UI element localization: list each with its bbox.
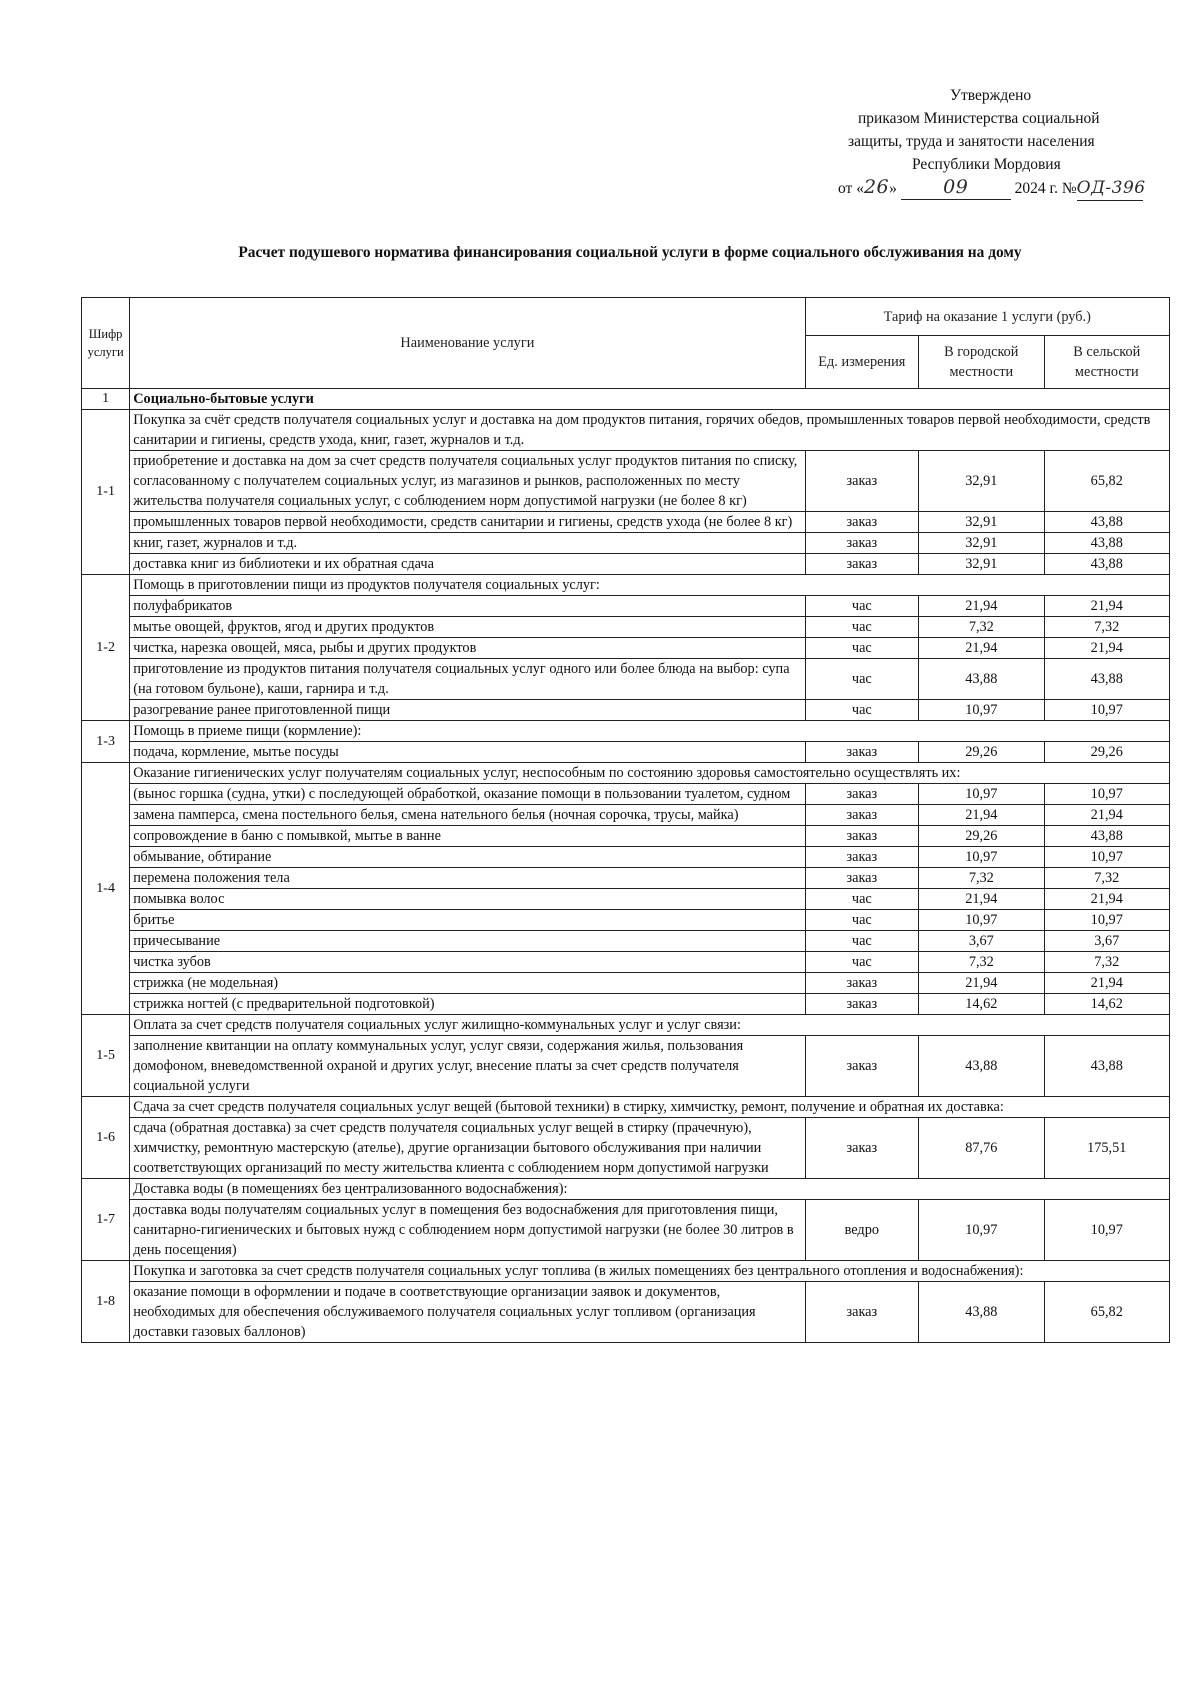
service-name-cell: разогревание ранее приготовленной пищи [130,700,805,721]
rural-tariff-cell: 21,94 [1044,596,1169,617]
rural-tariff-cell: 10,97 [1044,784,1169,805]
unit-cell: час [805,889,919,910]
urban-tariff-cell: 10,97 [919,910,1044,931]
unit-cell: заказ [805,1282,919,1343]
rural-tariff-cell: 21,94 [1044,889,1169,910]
urban-tariff-cell: 10,97 [919,784,1044,805]
rural-tariff-cell: 21,94 [1044,638,1169,659]
urban-tariff-cell: 43,88 [919,1036,1044,1097]
rural-tariff-cell: 10,97 [1044,700,1169,721]
service-name-cell: бритье [130,910,805,931]
rural-tariff-cell: 21,94 [1044,973,1169,994]
group-title: Доставка воды (в помещениях без централизованного водоснабжения): [130,1179,1170,1200]
service-name-cell: оказание помощи в оформлении и подаче в соответствующие организации заявок и документов, необходимых для обеспечения обслуживаемого получателя социальных услуг топливом (организация доставки газовых баллонов) [130,1282,805,1343]
service-name-cell: (вынос горшка (судна, утки) с последующей обработкой, оказание помощи в пользовании туалетом, судном [130,784,805,805]
service-name-cell: перемена положения тела [130,868,805,889]
table-row [82,533,1170,554]
rural-tariff-cell: 14,62 [1044,994,1169,1015]
unit-cell: заказ [805,1036,919,1097]
unit-cell: ведро [805,1200,919,1261]
group-title-row [82,721,1170,742]
urban-tariff-cell: 29,26 [919,826,1044,847]
urban-tariff-cell: 32,91 [919,533,1044,554]
table-row [82,1200,1170,1261]
urban-tariff-cell: 21,94 [919,805,1044,826]
table-row [82,659,1170,700]
service-name-cell: мытье овощей, фруктов, ягод и других продуктов [130,617,805,638]
header-code: Шифр услуги [82,298,130,389]
rural-tariff-cell: 7,32 [1044,617,1169,638]
table-row [82,973,1170,994]
urban-tariff-cell: 14,62 [919,994,1044,1015]
rural-tariff-cell: 29,26 [1044,742,1169,763]
header-row-1 [82,298,1170,336]
group-code: 1-1 [82,410,130,575]
table-row [82,638,1170,659]
unit-cell: заказ [805,742,919,763]
table-row [82,512,1170,533]
unit-cell: заказ [805,994,919,1015]
unit-cell: час [805,659,919,700]
service-name-cell: доставка книг из библиотеки и их обратная сдача [130,554,805,575]
table-row [82,617,1170,638]
unit-cell: заказ [805,973,919,994]
date-mid: » [889,180,897,197]
service-name-cell: стрижка (не модельная) [130,973,805,994]
unit-cell: заказ [805,554,919,575]
service-name-cell: заполнение квитанции на оплату коммунальных услуг, услуг связи, содержания жилья, пользования домофоном, вневедомственной охраной и других услуг, внесение платы за счет средств получателя социальной услуги [130,1036,805,1097]
urban-tariff-cell: 43,88 [919,1282,1044,1343]
service-name-cell: приготовление из продуктов питания получателя социальных услуг одного или более блюда на выбор: супа (на готовом бульоне), каши, гарнира и т.д. [130,659,805,700]
table-row [82,805,1170,826]
service-name-cell: приобретение и доставка на дом за счет средств получателя социальных услуг продуктов питания по списку, согласованному с получателем социальных услуг, из магазинов и рынков, расположенных по месту жительства получателя социальных услуг, с соблюдением норм допустимой нагрузки (не более 8 кг) [130,451,805,512]
approval-line-4: Республики Мордовия [912,156,1061,173]
urban-tariff-cell: 87,76 [919,1118,1044,1179]
approval-line-1: Утверждено [950,87,1032,104]
group-title-row [82,1097,1170,1118]
rural-tariff-cell: 7,32 [1044,868,1169,889]
urban-tariff-cell: 10,97 [919,700,1044,721]
group-title: Покупка за счёт средств получателя социальных услуг и доставка на дом продуктов питания, горячих обедов, промышленных товаров первой необходимости, средств санитарии и гигиены, средств ухода, книг, газет, журналов и т.д. [130,410,1170,451]
service-name-cell: книг, газет, журналов и т.д. [130,533,805,554]
rural-tariff-cell: 10,97 [1044,910,1169,931]
urban-tariff-cell: 32,91 [919,512,1044,533]
urban-tariff-cell: 7,32 [919,868,1044,889]
urban-tariff-cell: 10,97 [919,1200,1044,1261]
rural-tariff-cell: 10,97 [1044,847,1169,868]
service-name-cell: причесывание [130,931,805,952]
service-name-cell: полуфабрикатов [130,596,805,617]
header-name: Наименование услуги [130,298,805,389]
service-name-cell: замена памперса, смена постельного белья, смена нательного белья (ночная сорочка, трусы, майка) [130,805,805,826]
table-row [82,554,1170,575]
urban-tariff-cell: 43,88 [919,659,1044,700]
unit-cell: заказ [805,847,919,868]
table-row [82,1282,1170,1343]
header-urban: В городской местности [919,336,1044,389]
unit-cell: заказ [805,784,919,805]
section-code: 1 [82,389,130,410]
date-month: 09 [901,176,1011,200]
group-code: 1-7 [82,1179,130,1261]
urban-tariff-cell: 3,67 [919,931,1044,952]
urban-tariff-cell: 7,32 [919,952,1044,973]
group-title: Покупка и заготовка за счет средств получателя социальных услуг топлива (в жилых помещениях без центрального отопления и водоснабжения): [130,1261,1170,1282]
service-name-cell: стрижка ногтей (с предварительной подготовкой) [130,994,805,1015]
unit-cell: час [805,638,919,659]
group-code: 1-5 [82,1015,130,1097]
service-name-cell: помывка волос [130,889,805,910]
unit-cell: заказ [805,826,919,847]
table-row [82,700,1170,721]
unit-cell: час [805,952,919,973]
rural-tariff-cell: 7,32 [1044,952,1169,973]
group-code: 1-6 [82,1097,130,1179]
table-row [82,451,1170,512]
unit-cell: заказ [805,1118,919,1179]
unit-cell: час [805,596,919,617]
unit-cell: час [805,617,919,638]
rural-tariff-cell: 43,88 [1044,826,1169,847]
group-title-row [82,1015,1170,1036]
approval-line-3: защиты, труда и занятости населения [848,133,1095,150]
urban-tariff-cell: 32,91 [919,554,1044,575]
rural-tariff-cell: 3,67 [1044,931,1169,952]
table-row [82,1118,1170,1179]
table-row [82,952,1170,973]
group-title-row [82,410,1170,451]
section-row [82,389,1170,410]
table-row [82,847,1170,868]
group-title: Сдача за счет средств получателя социальных услуг вещей (бытовой техники) в стирку, химчистку, ремонт, получение и обратная их доставка: [130,1097,1170,1118]
table-row [82,784,1170,805]
urban-tariff-cell: 21,94 [919,973,1044,994]
urban-tariff-cell: 21,94 [919,638,1044,659]
unit-cell: заказ [805,805,919,826]
header-rural: В сельской местности [1044,336,1169,389]
header-tariff: Тариф на оказание 1 услуги (руб.) [805,298,1169,336]
group-title: Оплата за счет средств получателя социальных услуг жилищно-коммунальных услуг и услуг связи: [130,1015,1170,1036]
table-row [82,1036,1170,1097]
unit-cell: заказ [805,512,919,533]
unit-cell: заказ [805,451,919,512]
group-title-row [82,1179,1170,1200]
table-row [82,596,1170,617]
table-row [82,931,1170,952]
service-name-cell: чистка зубов [130,952,805,973]
rural-tariff-cell: 10,97 [1044,1200,1169,1261]
group-code: 1-4 [82,763,130,1015]
unit-cell: час [805,931,919,952]
table-row [82,910,1170,931]
service-name-cell: чистка, нарезка овощей, мяса, рыбы и других продуктов [130,638,805,659]
document-title: Расчет подушевого норматива финансирования социальной услуги в форме социального обслуживания на дому [238,244,1022,261]
date-year: 2024 г. № [1014,180,1077,197]
section-name: Социально-бытовые услуги [130,389,1170,410]
table-row [82,994,1170,1015]
service-name-cell: сопровождение в баню с помывкой, мытье в ванне [130,826,805,847]
rural-tariff-cell: 43,88 [1044,1036,1169,1097]
group-code: 1-3 [82,721,130,763]
approval-block [830,84,1190,201]
service-name-cell: сдача (обратная доставка) за счет средств получателя социальных услуг вещей в стирку (прачечную), химчистку, ремонтную мастерскую (ателье), другие организации бытового обслуживания при наличии соответствующих организаций по месту жительства клиента с соблюдением норм допустимой нагрузки [130,1118,805,1179]
group-title-row [82,763,1170,784]
urban-tariff-cell: 21,94 [919,889,1044,910]
rural-tariff-cell: 43,88 [1044,554,1169,575]
urban-tariff-cell: 10,97 [919,847,1044,868]
tariff-table [81,297,1170,1343]
rural-tariff-cell: 21,94 [1044,805,1169,826]
urban-tariff-cell: 21,94 [919,596,1044,617]
rural-tariff-cell: 65,82 [1044,451,1169,512]
date-prefix: от « [838,180,864,197]
rural-tariff-cell: 43,88 [1044,512,1169,533]
group-code: 1-2 [82,575,130,721]
unit-cell: час [805,910,919,931]
table-row [82,826,1170,847]
order-number: ОД-396 [1077,177,1143,201]
unit-cell: заказ [805,868,919,889]
group-title: Помощь в приготовлении пищи из продуктов получателя социальных услуг: [130,575,1170,596]
table-row [82,742,1170,763]
group-title-row [82,575,1170,596]
date-day: 26 [863,176,890,198]
tariff-table-body [82,298,1170,1343]
group-title: Оказание гигиенических услуг получателям социальных услуг, неспособным по состоянию здоровья самостоятельно осуществлять их: [130,763,1170,784]
rural-tariff-cell: 43,88 [1044,659,1169,700]
table-row [82,889,1170,910]
rural-tariff-cell: 175,51 [1044,1118,1169,1179]
service-name-cell: доставка воды получателям социальных услуг в помещения без водоснабжения для приготовления пищи, санитарно-гигиенических и бытовых нужд с соблюдением норм допустимой нагрузки (не более 30 литров в день посещения) [130,1200,805,1261]
rural-tariff-cell: 43,88 [1044,533,1169,554]
urban-tariff-cell: 32,91 [919,451,1044,512]
urban-tariff-cell: 7,32 [919,617,1044,638]
service-name-cell: обмывание, обтирание [130,847,805,868]
group-title-row [82,1261,1170,1282]
group-title: Помощь в приеме пищи (кормление): [130,721,1170,742]
header-unit: Ед. измерения [805,336,919,389]
service-name-cell: подача, кормление, мытье посуды [130,742,805,763]
approval-date-line [830,176,1190,201]
rural-tariff-cell: 65,82 [1044,1282,1169,1343]
table-row [82,868,1170,889]
approval-line-2: приказом Министерства социальной [858,110,1100,127]
group-code: 1-8 [82,1261,130,1343]
unit-cell: час [805,700,919,721]
urban-tariff-cell: 29,26 [919,742,1044,763]
unit-cell: заказ [805,533,919,554]
service-name-cell: промышленных товаров первой необходимости, средств санитарии и гигиены, средств ухода (не более 8 кг) [130,512,805,533]
